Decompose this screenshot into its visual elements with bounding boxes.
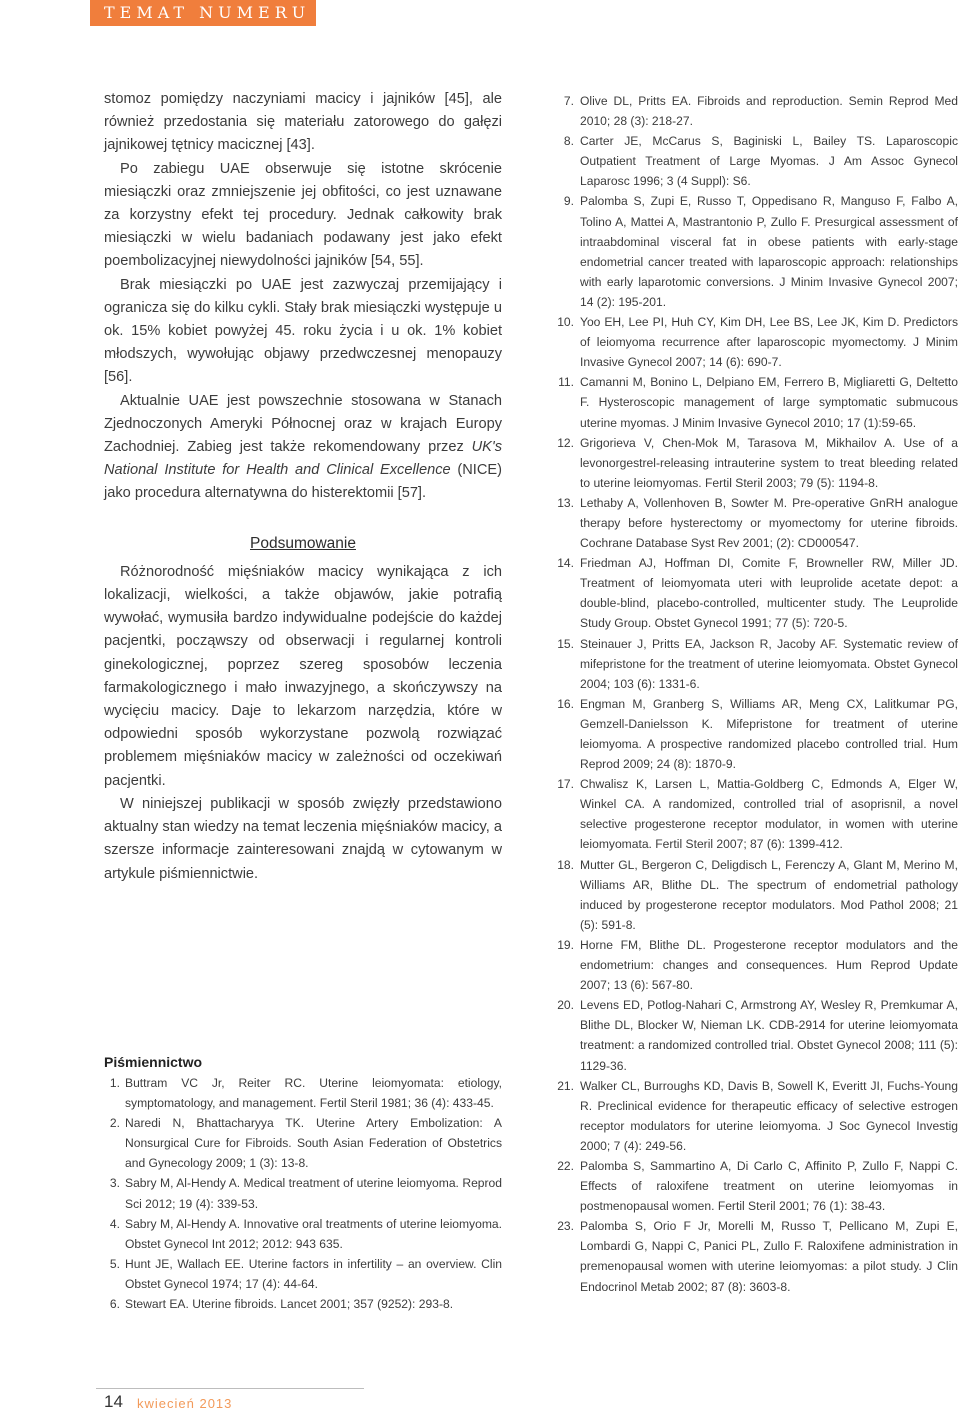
reference-item xyxy=(550,935,958,995)
reference-item xyxy=(550,91,958,131)
reference-text: Steinauer J, Pritts EA, Jackson R, Jacoby AF. Systematic review of mifepristone for the treatment of uterine leiomyomata. Obstet Gynecol 2004; 103 (6): 1331-6. xyxy=(580,636,958,691)
paragraph-3: Brak miesiączki po UAE jest zazwyczaj przemijający i ogranicza się do kilku cykli. Stały brak miesiączki występuje u ok. 15% kobiet powyżej 45. roku życia i u ok. 1% kobiet młodszych, wywołując objawy przedwczesnej menopauzy [56]. xyxy=(104,276,502,386)
paragraph-5: Różnorodność mięśniaków macicy wynikająca z ich lokalizacji, wielkości, a także objawów, jakie potrafią wywołać, wymusiła bardzo indywidualne podejście do każdej pacjentki, począwszy od obserwacji i regularnej kontroli ginekologicznej, poprzez szereg sposobów leczenia farmakologicznego i mało inwazyjnego, a skończywszy na wycięciu macicy. Daje to lekarzom narzędzia, które w odpowiedni sposób wykorzystane pozwolą rozwiązać problemem mięśniaków macicy w zależności od oczekiwań pacjentki. xyxy=(104,563,502,789)
reference-number: 9. xyxy=(563,194,574,209)
reference-text: Mutter GL, Bergeron C, Deligdisch L, Ferenczy A, Glant M, Merino M, Williams AR, Blithe DL. The spectrum of endometrial pathology induced by progesterone receptor modulators. Mod Pathol 2008; 21 (5): 591-8. xyxy=(580,857,958,932)
reference-number: 13. xyxy=(557,495,574,510)
reference-number: 23. xyxy=(557,1219,574,1234)
reference-number: 12. xyxy=(557,435,574,450)
reference-text: Grigorieva V, Chen-Mok M, Tarasova M, Mikhailov A. Use of a levonorgestrel-releasing intrauterine system to treat bleeding related to uterine leiomyomas. Fertil Steril 2003; 79 (5): 1194-8. xyxy=(580,435,958,490)
paragraph-4-a: Aktualnie UAE jest powszechnie stosowana w Stanach Zjednoczonych Ameryki Północnej oraz w krajach Europy Zachodniej. Zabieg jest także rekomendowany przez xyxy=(104,392,502,456)
reference-number: 2. xyxy=(109,1116,120,1131)
reference-item xyxy=(550,1076,958,1156)
reference-text: Carter JE, McCarus S, Baginiski L, Bailey TS. Laparoscopic Outpatient Treatment of Large Myomas. J Am Assoc Gynecol Laparosc 1996; 3 (4 Suppl): S6. xyxy=(580,134,958,189)
reference-item xyxy=(550,191,958,312)
reference-item xyxy=(550,634,958,694)
paragraph-1: stomoz pomiędzy naczyniami macicy i jajników [45], ale również przedostania się materiału zatorowego do gałęzi jajnikowej tętnicy macicznej [43]. xyxy=(104,91,502,154)
paragraph-4 xyxy=(104,390,502,506)
reference-item xyxy=(550,855,958,935)
reference-number: 8. xyxy=(563,134,574,149)
reference-number: 6. xyxy=(109,1297,120,1312)
reference-text: Lethaby A, Vollenhoven B, Sowter M. Pre-operative GnRH analogue therapy before hysterectomy or myomectomy for uterine fibroids. Cochrane Database Syst Rev 2001; (2): CD000547. xyxy=(580,495,958,551)
reference-number: 10. xyxy=(557,315,574,330)
reference-item xyxy=(550,1216,958,1296)
reference-text: Camanni M, Bonino L, Delpiano EM, Ferrero B, Migliaretti G, Deltetto F. Hysteroscopic management of large symptomatic submucous uterine myomas. J Minim Invasive Gynecol 2010; 17 (1):59-65. xyxy=(580,375,958,430)
reference-item xyxy=(104,1254,502,1294)
paragraph-6: W niniejszej publikacji w sposób zwięzły przedstawiono aktualny stan wiedzy na temat leczenia mięśniaków macicy, a szersze informacje zainteresowani znajdą w cytowanym w artykule piśmiennictwie. xyxy=(104,795,502,882)
paragraph-4-b: (NICE) jako procedura alternatywna do histerektomii [57]. xyxy=(104,462,502,502)
reference-number: 5. xyxy=(109,1256,120,1271)
paragraph-2-a: Po zabiegu UAE obserwuje się istotne skrócenie miesiączki oraz zmniejszenie jej obfitości, co jest uznawane za korzystny efekt tej procedury. xyxy=(104,160,502,224)
reference-number: 22. xyxy=(557,1158,574,1173)
page-number: 14 xyxy=(104,1392,123,1411)
reference-number: 18. xyxy=(557,857,574,872)
references-list-right xyxy=(550,91,958,1297)
reference-number: 14. xyxy=(557,556,574,571)
article-body xyxy=(104,88,502,886)
reference-text: Levens ED, Potlog-Nahari C, Armstrong AY, Wesley R, Premkumar A, Blithe DL, Blocker W, Nieman LK. CDB-2914 for uterine leiomyomata treatment: a randomized controlled trial. Obstet Gynecol 2008; 111 (5): 1129-36. xyxy=(580,998,958,1073)
reference-number: 17. xyxy=(557,777,574,792)
issue-date: kwiecień 2013 xyxy=(137,1396,233,1411)
reference-text: Stewart EA. Uterine fibroids. Lancet 2001; 357 (9252): 293-8. xyxy=(125,1297,454,1312)
reference-text: Engman M, Granberg S, Williams AR, Meng CX, Lalitkumar PG, Gemzell-Danielsson K. Mifepristone for treatment of uterine leiomyoma. A prospective randomized placebo controlled trial. Hum Reprod 2009; 24 (8): 1870-9. xyxy=(580,696,958,772)
reference-number: 11. xyxy=(558,375,574,390)
reference-item xyxy=(550,433,958,493)
reference-number: 4. xyxy=(109,1216,120,1231)
reference-item xyxy=(550,312,958,372)
reference-item xyxy=(550,131,958,191)
reference-item xyxy=(550,774,958,854)
paragraph-2 xyxy=(104,158,502,274)
reference-number: 21. xyxy=(557,1078,574,1093)
footer-divider xyxy=(96,1388,364,1389)
paragraph-2-b: Jednak całkowity brak miesiączki w wielu badaniach podawany jest jako efekt poembolizacyjnej niewydolności jajników [54, 55]. xyxy=(104,207,502,270)
reference-number: 20. xyxy=(557,998,574,1013)
reference-text: Sabry M, Al-Hendy A. Medical treatment of uterine leiomyoma. Reprod Sci 2012; 19 (4): 339-53. xyxy=(125,1176,502,1211)
reference-item xyxy=(550,553,958,633)
reference-item xyxy=(550,694,958,774)
reference-item xyxy=(550,493,958,553)
reference-item xyxy=(550,1156,958,1216)
reference-item xyxy=(104,1214,502,1254)
reference-text: Horne FM, Blithe DL. Progesterone receptor modulators and the endometrium: changes and consequences. Hum Reprod Update 2007; 13 (6): 567-80. xyxy=(580,937,958,993)
reference-number: 15. xyxy=(557,636,574,651)
section-banner: TEMAT NUMERU xyxy=(90,0,316,26)
reference-text: Palomba S, Sammartino A, Di Carlo C, Affinito P, Zullo F, Nappi C. Effects of raloxifene treatment on uterine leiomyomas in postmenopausal women. Fertil Steril 2001; 76 (1): 38-43. xyxy=(580,1158,958,1214)
references-heading: Piśmiennictwo xyxy=(104,1054,203,1070)
paragraph-4-italic: UK's National Institute for Health and Clinical Excellence xyxy=(104,439,502,479)
references-list-left xyxy=(104,1073,502,1314)
reference-text: Hunt JE, Wallach EE. Uterine factors in infertility – an overview. Clin Obstet Gynecol 1974; 17 (4): 44-64. xyxy=(125,1256,502,1291)
reference-item xyxy=(550,995,958,1075)
reference-text: Naredi N, Bhattacharyya TK. Uterine Artery Embolization: A Nonsurgical Cure for Fibroids. South Asian Federation of Obstetrics and Gynecology 2009; 1 (3): 13-8. xyxy=(125,1116,502,1171)
reference-text: Friedman AJ, Hoffman DI, Comite F, Browneller RW, Miller JD. Treatment of leiomyomata uteri with leuprolide acetate depot: a double-blind, placebo-controlled, multicenter study. The Leuprolide Study Group. Obstet Gynecol 1991; 77 (5): 720-5. xyxy=(580,556,958,631)
reference-item xyxy=(104,1113,502,1173)
reference-number: 1. xyxy=(109,1076,120,1090)
reference-text: Sabry M, Al-Hendy A. Innovative oral treatments of uterine leiomyoma. Obstet Gynecol Int 2012; 2012: 943 635. xyxy=(125,1216,502,1251)
reference-text: Walker CL, Burroughs KD, Davis B, Sowell K, Everitt JI, Fuchs-Young R. Preclinical evidence for therapeutic efficacy of selective estrogen receptor modulators for uterine leiomyoma. J Soc Gynecol Investig 2000; 7 (4): 249-56. xyxy=(580,1078,958,1153)
section-heading-summary: Podsumowanie xyxy=(250,534,356,552)
reference-text: Palomba S, Orio F Jr, Morelli M, Russo T, Pellicano M, Zupi E, Lombardi G, Nappi C, Panici PL, Zullo F. Raloxifene administration in premenopausal women with uterine leiomyomas: a pilot study. J Clin Endocrinol Metab 2002; 87 (8): 3603-8. xyxy=(580,1219,958,1294)
reference-text: Chwalisz K, Larsen L, Mattia-Goldberg C, Edmonds A, Elger W, Winkel CA. A randomized, controlled trial of asoprisnil, a novel selective progesterone receptor modulator, in women with uterine leiomyomata. Fertil Steril 2007; 87 (6): 1399-412. xyxy=(580,777,958,852)
reference-number: 16. xyxy=(557,696,574,711)
reference-text: Yoo EH, Lee PI, Huh CY, Kim DH, Lee BS, Lee JK, Kim D. Predictors of leiomyoma recurrence after laparoscopic myomectomy. J Minim Invasive Gynecol 2007; 14 (6): 690-7. xyxy=(580,315,958,370)
reference-number: 3. xyxy=(109,1176,120,1191)
reference-item xyxy=(104,1173,502,1213)
reference-text: Buttram VC Jr, Reiter RC. Uterine leiomyomata: etiology, symptomatology, and management. Fertil Steril 1981; 36 (4): 433-45. xyxy=(125,1076,502,1111)
reference-item xyxy=(550,372,958,432)
reference-number: 7. xyxy=(563,94,574,108)
reference-text: Palomba S, Zupi E, Russo T, Oppedisano R, Manguso F, Falbo A, Tolino A, Mattei A, Mastrantonio P, Zullo F. Presurgical assessment of intraabdominal visceral fat in obese patients with early-stage endometrial cancer treated with laparoscopic approach: relationships with early laparotomic conversions. J Minim Invasive Gynecol 2007; 14 (2): 195-201. xyxy=(580,194,958,309)
reference-text: Olive DL, Pritts EA. Fibroids and reproduction. Semin Reprod Med 2010; 28 (3): 218-27. xyxy=(580,94,958,129)
reference-item xyxy=(104,1073,502,1113)
reference-number: 19. xyxy=(557,937,574,952)
reference-item xyxy=(104,1294,502,1314)
